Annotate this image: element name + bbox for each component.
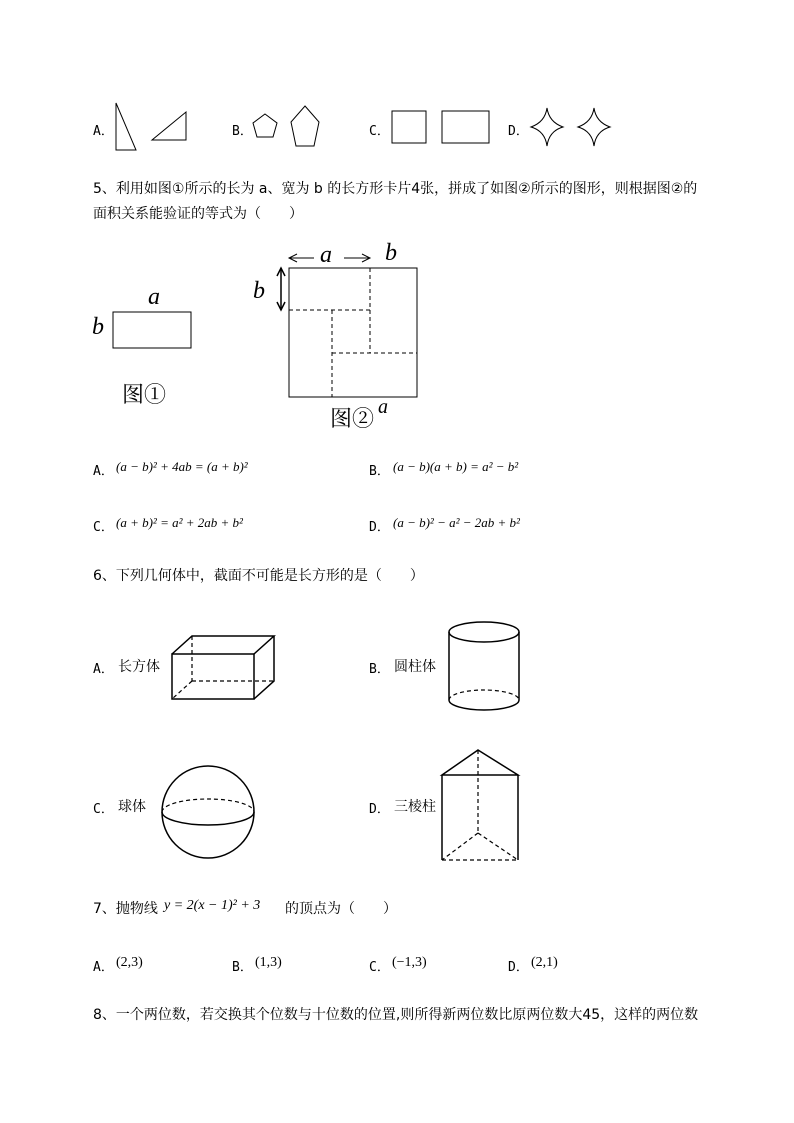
q5-option-d-formula: (a − b)² − a² − 2ab + b² — [393, 515, 520, 530]
q5-option-c-formula: (a + b)² = a² + 2ab + b² — [116, 515, 243, 530]
q7-stem-suffix: 的顶点为（ ） — [285, 901, 397, 917]
q4-option-d-stars — [530, 106, 618, 148]
q6-option-c-name: 球体 — [118, 799, 146, 815]
q4-option-b-pentagons — [250, 104, 330, 152]
cuboid-figure — [168, 632, 278, 702]
q7-stem-formula: y = 2(x − 1)² + 3 — [164, 898, 261, 913]
fig1-label-a: a — [148, 284, 160, 310]
q7-option-b-label[interactable]: B． — [232, 960, 253, 975]
fig2-square-diagram — [250, 250, 430, 400]
fig2-caption: 图② — [330, 407, 375, 432]
q7-option-a-label[interactable]: A． — [93, 960, 114, 975]
q6-option-c-label[interactable]: C． — [93, 802, 114, 817]
q7-option-d-value: (2,1) — [531, 955, 558, 970]
q4-option-b-label[interactable]: B． — [232, 124, 253, 139]
q4-option-d-label[interactable]: D． — [508, 124, 529, 139]
sphere-figure — [160, 764, 260, 864]
q4-option-a-label[interactable]: A． — [93, 124, 114, 139]
q5-option-a-label[interactable]: A． — [93, 464, 114, 479]
q5-stem-line2: 面积关系能验证的等式为（ ） — [93, 206, 303, 222]
fig2-label-a-top: a — [320, 242, 332, 268]
q4-option-c-rectangles — [390, 110, 495, 146]
triangular-prism-figure — [440, 748, 525, 866]
q7-option-a-value: (2,3) — [116, 955, 143, 970]
q5-stem-line1: 5、利用如图①所示的长为 a、宽为 b 的长方形卡片4张，拼成了如图②所示的图形，则根据图②的 — [93, 181, 698, 197]
fig1-rectangle — [112, 311, 194, 351]
fig2-label-b-left: b — [253, 278, 265, 304]
q7-option-c-value: (−1,3) — [392, 955, 427, 970]
q5-option-d-label[interactable]: D． — [369, 520, 390, 535]
fig1-caption: 图① — [122, 383, 167, 408]
q6-option-a-name: 长方体 — [118, 659, 160, 675]
q7-stem-prefix: 7、抛物线 — [93, 901, 158, 917]
q6-option-b-label[interactable]: B． — [369, 662, 390, 677]
q6-option-d-label[interactable]: D． — [369, 802, 390, 817]
q8-stem: 8、一个两位数，若交换其个位数与十位数的位置,则所得新两位数比原两位数大45，这样的两位数 — [93, 1007, 699, 1023]
q6-stem: 6、下列几何体中，截面不可能是长方形的是（ ） — [93, 568, 424, 584]
cylinder-figure — [446, 620, 526, 715]
q6-option-b-name: 圆柱体 — [394, 659, 436, 675]
q7-option-b-value: (1,3) — [255, 955, 282, 970]
q7-option-d-label[interactable]: D． — [508, 960, 529, 975]
q7-option-c-label[interactable]: C． — [369, 960, 390, 975]
q5-option-c-label[interactable]: C． — [93, 520, 114, 535]
fig1-label-b: b — [92, 314, 104, 340]
q5-option-b-formula: (a − b)(a + b) = a² − b² — [393, 459, 519, 474]
q5-option-a-formula: (a − b)² + 4ab = (a + b)² — [116, 459, 248, 474]
q4-option-c-label[interactable]: C． — [369, 124, 390, 139]
q6-option-d-name: 三棱柱 — [394, 799, 436, 815]
q4-option-a-triangles — [112, 102, 192, 152]
fig2-label-a-bottom: a — [378, 396, 388, 418]
q6-option-a-label[interactable]: A． — [93, 662, 114, 677]
fig2-label-b-top: b — [385, 240, 397, 266]
q5-option-b-label[interactable]: B． — [369, 464, 390, 479]
